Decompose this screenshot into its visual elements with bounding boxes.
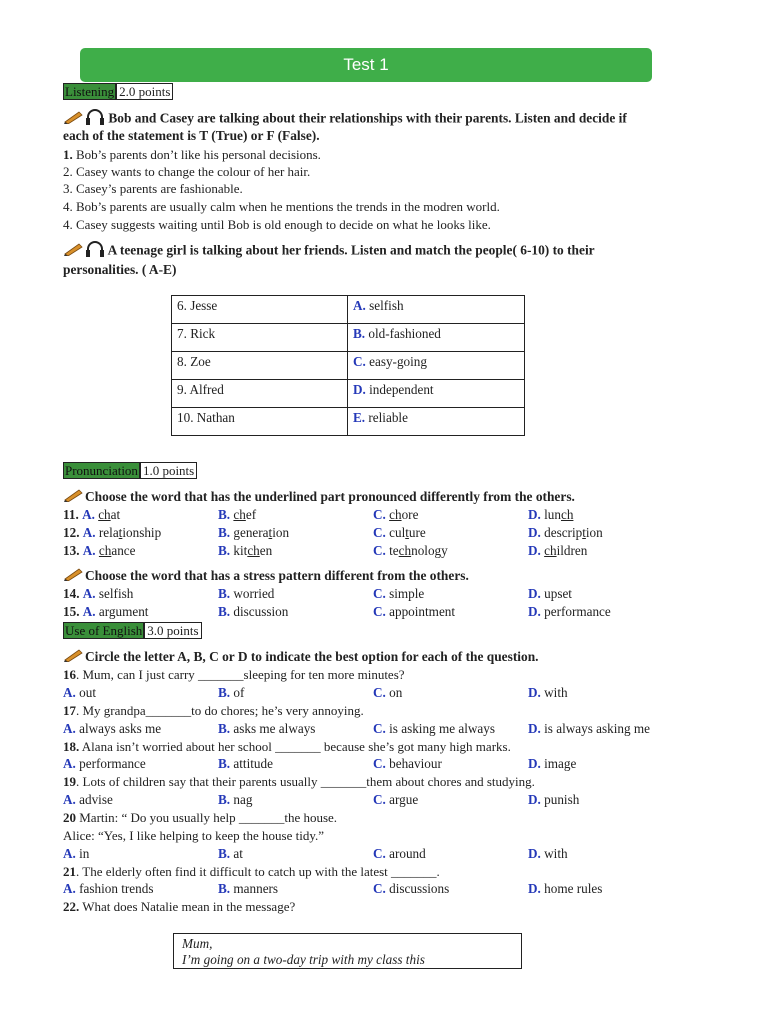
question-16: 16. Mum, can I just carry _______sleeping for ten more minutes? xyxy=(63,667,405,682)
pencil-icon xyxy=(63,648,85,667)
listening-instruction-1-cont: each of the statement is T (True) or F (False). xyxy=(63,128,320,143)
headphones-icon xyxy=(85,241,105,262)
question-17: 17. My grandpa_______to do chores; he’s very annoying. xyxy=(63,703,364,718)
section-label: Use of English xyxy=(65,623,143,638)
question-18: 18. Alana isn’t worried about her school _______ because she’s got many high marks. xyxy=(63,739,511,754)
table-row: 10. Nathan E. reliable xyxy=(172,408,525,436)
listening-instruction-2-cont: personalities. ( A-E) xyxy=(63,262,177,277)
pencil-icon xyxy=(63,488,85,507)
section-label: Listening xyxy=(65,84,115,99)
section-use-of-english-header xyxy=(63,623,202,639)
statement-3: 3. Casey’s parents are fashionable. xyxy=(63,181,243,196)
question-20-reply: Alice: “Yes, I like helping to keep the house tidy.” xyxy=(63,828,325,843)
pronunciation-instruction-1: Choose the word that has the underlined part pronounced differently from the others. xyxy=(63,488,575,507)
question-19: 19. Lots of children say that their parents usually _______them about chores and studying. xyxy=(63,774,535,789)
section-pronunciation-header xyxy=(63,463,197,479)
test-title: Test 1 xyxy=(80,48,652,82)
pencil-icon xyxy=(63,242,85,261)
section-points: 1.0 points xyxy=(140,462,197,479)
use-of-english-instruction: Circle the letter A, B, C or D to indicate the best option for each of the question. xyxy=(63,648,539,667)
pronunciation-instruction-2: Choose the word that has a stress pattern different from the others. xyxy=(63,567,469,586)
statement-5: 4. Casey suggests waiting until Bob is old enough to decide on what he looks like. xyxy=(63,217,491,232)
question-20: 20 Martin: “ Do you usually help _______the house. xyxy=(63,810,338,825)
listening-instruction-2: A teenage girl is talking about her friends. Listen and match the people( 6-10) to their xyxy=(63,241,595,262)
table-row: 7. Rick B. old-fashioned xyxy=(172,324,525,352)
matching-table xyxy=(171,295,525,436)
table-row: 6. Jesse A. selfish xyxy=(172,296,525,324)
section-points: 3.0 points xyxy=(144,622,201,639)
statement-2: 2. Casey wants to change the colour of her hair. xyxy=(63,164,311,179)
table-row: 8. Zoe C. easy-going xyxy=(172,352,525,380)
question-22: 22. What does Natalie mean in the message? xyxy=(63,899,296,914)
message-box: Mum, I’m going on a two-day trip with my class this xyxy=(173,933,522,969)
pencil-icon xyxy=(63,567,85,586)
section-listening-header xyxy=(63,84,173,100)
worksheet-page: Test 1 Listening 2.0 points Bob and Casey are talking about their relationships with their parents. Listen and decide if each of the statement is T (True) or F (False). 1. Bob’s parents don’t like his personal decisions. 2. Casey wants to change the colour of her hair. 3. Casey’s parents are fashionable. 4. Bob’s parents are usually calm when he mentions the trends in the modren world. 4. Casey suggests waiting until Bob is old enough to decide on what he looks like. A teenage girl is talking about her friends. Listen and match the people( 6-10) to their personalities. ( A-E) 6. Jesse A. selfish 7. Rick B. old-fashioned 8. Zoe C. easy-going 9. Alfred D. independent 10. Nathan E. reliable Pronunciation 1.0 points Choose the word that has the underlined part pronounced differently from the others. 11. A. chat B. chef C. chore D. lunch 12. A. relationship B. generation C. culture D. description 13. A. chance B. kitchen C. technology D. children Choose the word that has a stress pattern different from the others. 14. A. selfish B. worried C. simple D. upset 15. A. argument B. discussion C. appointment D. performance Use of English 3.0 points Circle the letter A, B, C or D to indicate the best option for each of the question. 16. Mum, can I just carry _______sleeping for ten more minutes? A. out B. of C. on D. with 17. My grandpa_______to do chores; he’s very annoying. A. always asks me B. asks me always C. is asking me always D. is always asking me 18. Alana isn’t worried about her school _______ because she’s got many high marks. A. performance B. attitude C. behaviour D. image 19. Lots of children say that their parents usually _______them about chores and studying. A. advise B. nag C. argue D. punish 20 Martin: “ Do you usually help _______the house. Alice: “Yes, I like helping to keep the house tidy.” A. in B. at C. around D. with 21. The elderly often find it difficult to catch up with the latest _______. A. fashion trends B. manners C. discussions D. home rules 22. What does Natalie mean in the message? Mum, I’m going on a two-day trip with my class this xyxy=(0,0,768,1024)
section-label: Pronunciation xyxy=(65,463,138,478)
question-21: 21. The elderly often find it difficult to catch up with the latest _______. xyxy=(63,864,440,879)
section-points: 2.0 points xyxy=(116,83,173,100)
listening-instruction-1: Bob and Casey are talking about their relationships with their parents. Listen and decide if xyxy=(63,109,627,130)
table-row: 9. Alfred D. independent xyxy=(172,380,525,408)
statement-1: 1. Bob’s parents don’t like his personal decisions. xyxy=(63,147,321,162)
statement-4: 4. Bob’s parents are usually calm when he mentions the trends in the modren world. xyxy=(63,199,500,214)
